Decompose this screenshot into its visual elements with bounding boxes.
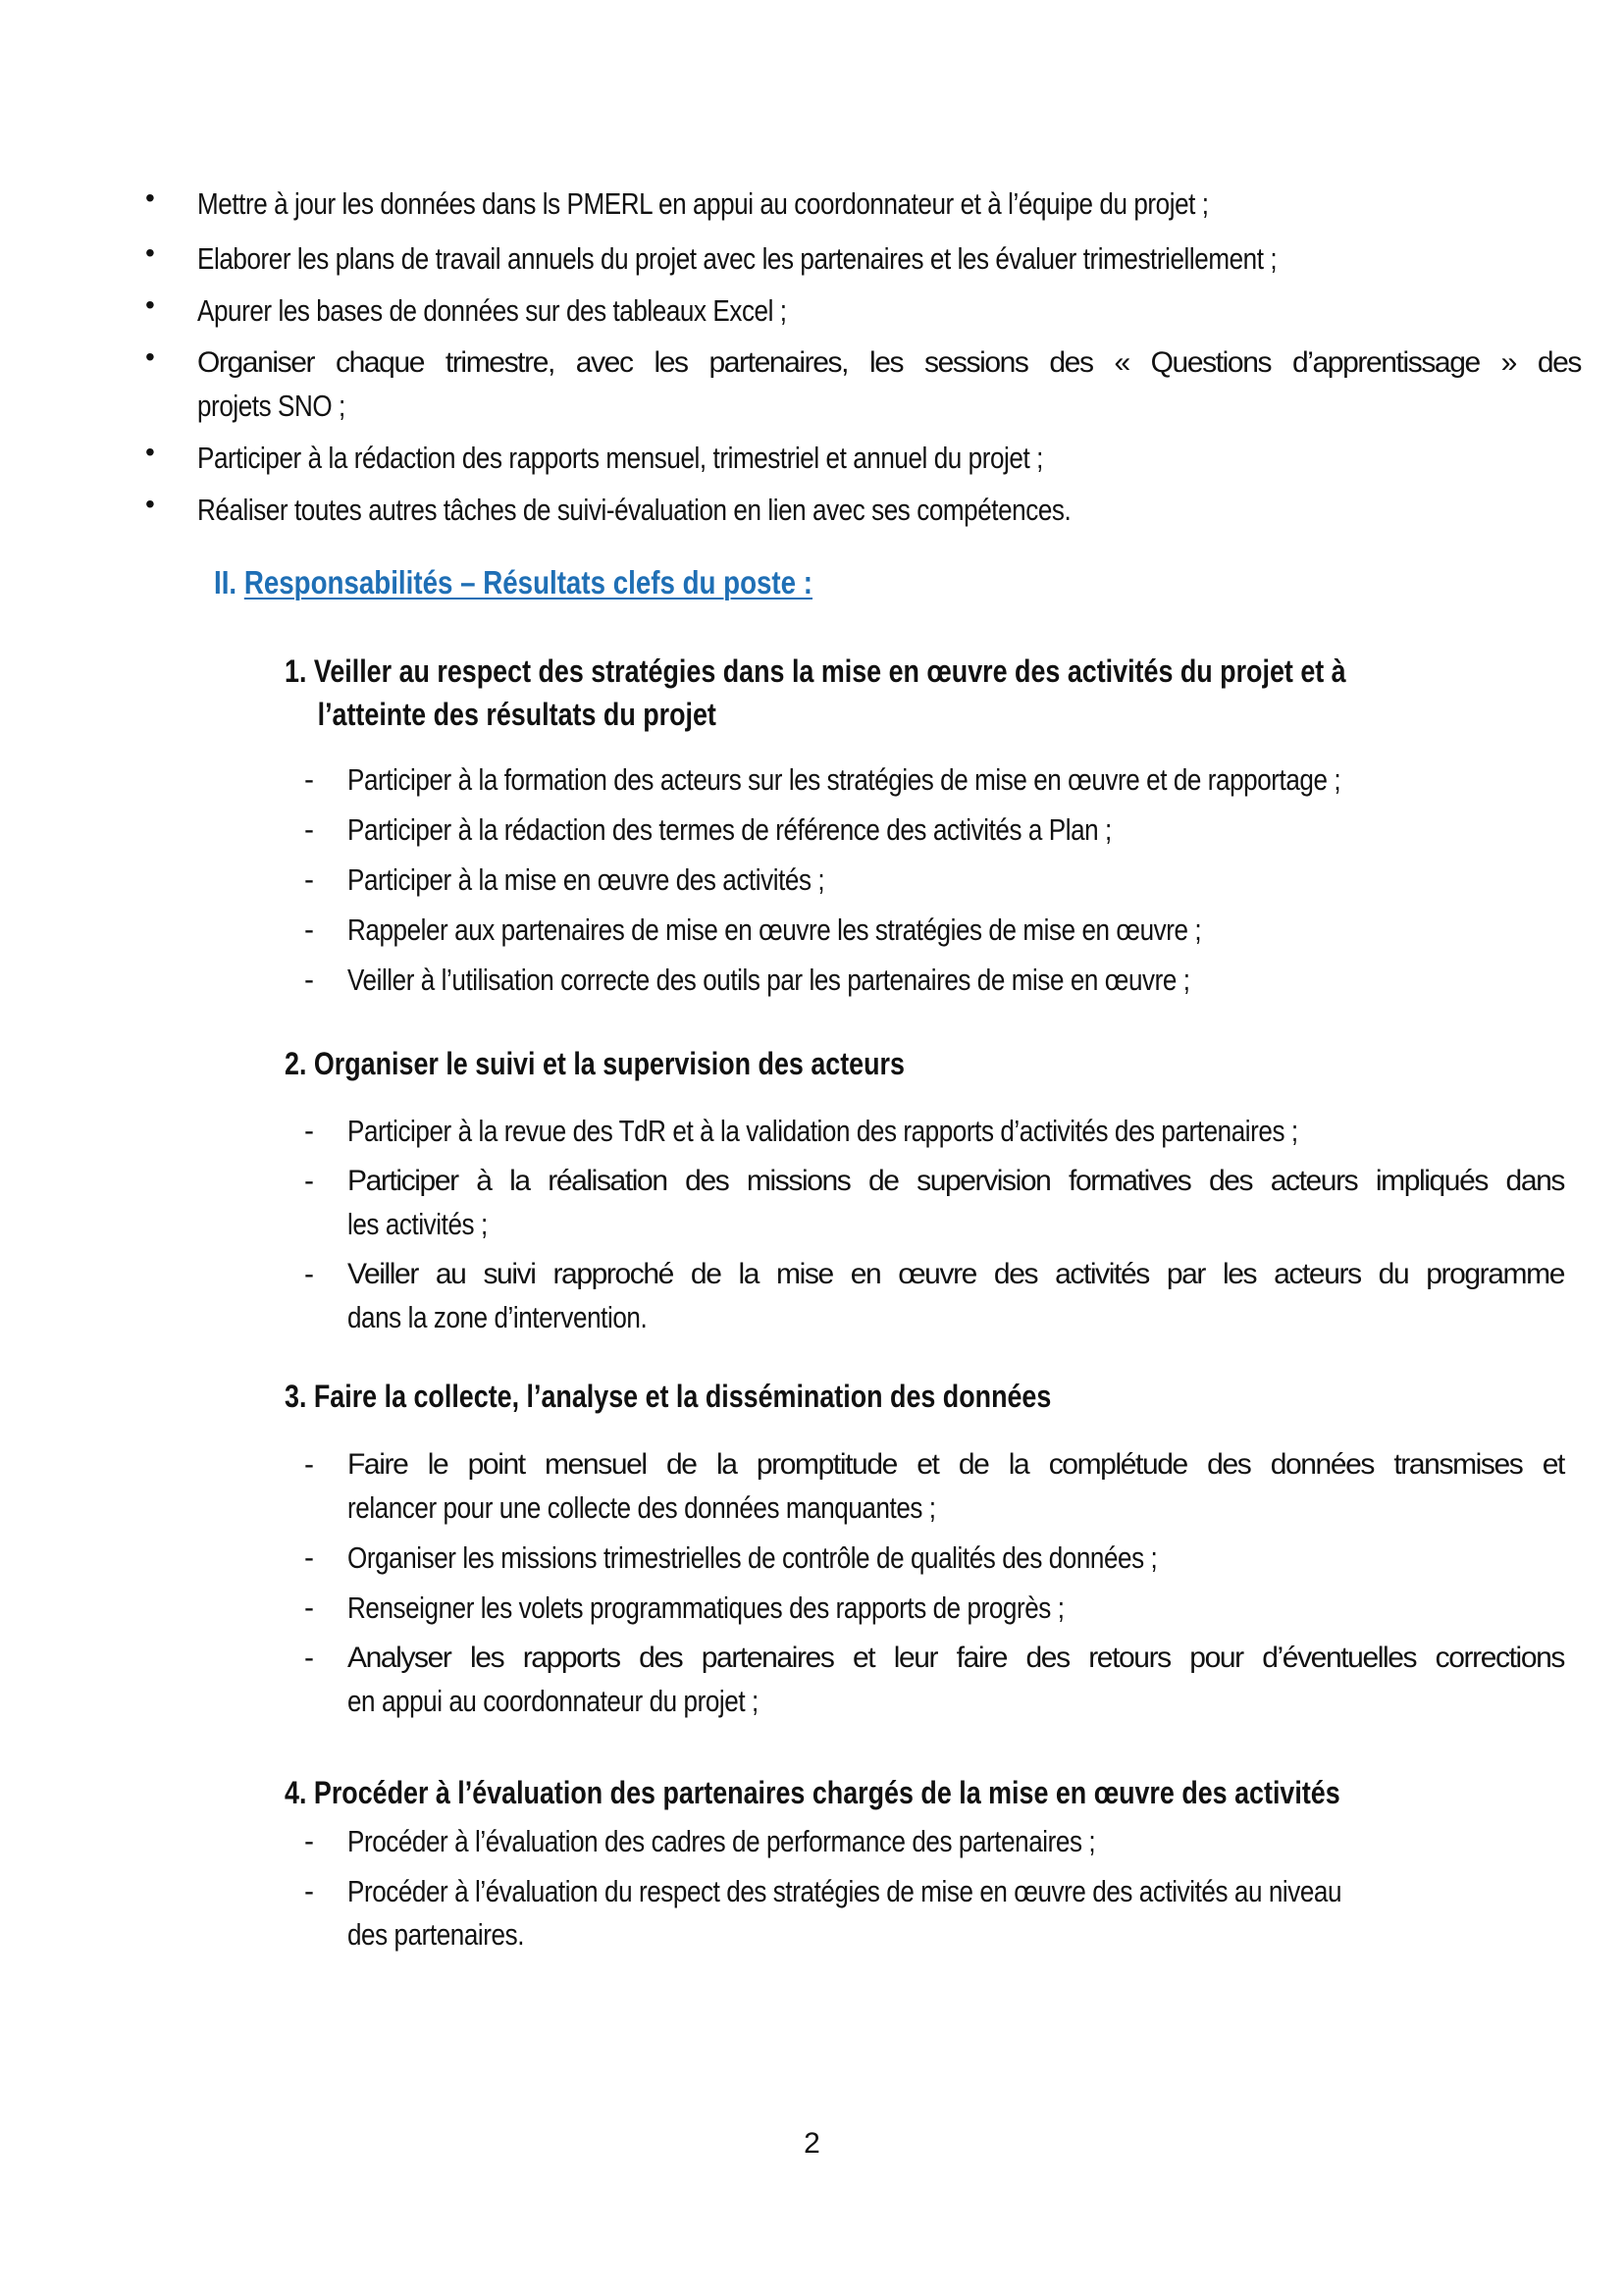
list-item-text: Apurer les bases de données sur des tableaux Excel ; xyxy=(197,293,787,328)
list-item xyxy=(304,1443,1580,1530)
section-title[interactable]: Responsabilités – Résultats clefs du poste : xyxy=(243,564,813,600)
list-item xyxy=(304,1160,1580,1246)
subsection-heading-text: 2. Organiser le suivi et la supervision des acteurs xyxy=(285,1046,905,1081)
list-item xyxy=(304,1637,1580,1723)
dash-icon: - xyxy=(304,863,314,896)
dash-icon: - xyxy=(304,1165,314,1197)
bullet-icon: • xyxy=(145,437,155,467)
list-item-text: Renseigner les volets programmatiques des rapports de progrès ; xyxy=(347,1591,1065,1625)
list-item xyxy=(304,1870,1580,1956)
subsection-heading-text: 1. Veiller au respect des stratégies dans la mise en œuvre des activités du projet et à xyxy=(285,653,1346,689)
subsection-3-list xyxy=(304,1443,1580,1730)
list-item-text: Veiller au suivi rapproché de la mise en œuvre des activités par les acteurs du programme xyxy=(347,1258,1564,1290)
list-item xyxy=(145,489,1578,532)
dash-icon: - xyxy=(304,1875,314,1907)
section-heading xyxy=(214,564,812,601)
list-item-text: Organiser les missions trimestrielles de contrôle de qualités des données ; xyxy=(347,1540,1158,1575)
dash-icon: - xyxy=(304,1642,314,1674)
dash-icon: - xyxy=(304,1115,314,1147)
subsection-heading-text: 3. Faire la collecte, l’analyse et la dissémination des données xyxy=(285,1379,1052,1414)
list-item-text: des partenaires. xyxy=(347,1917,525,1952)
dash-icon: - xyxy=(304,964,314,996)
list-item xyxy=(304,808,1580,852)
dash-icon: - xyxy=(304,913,314,946)
subsection-heading-text: l’atteinte des résultats du projet xyxy=(317,697,716,732)
list-item xyxy=(304,1587,1580,1630)
bullet-icon: • xyxy=(145,237,155,268)
list-item xyxy=(304,859,1580,902)
list-item xyxy=(304,959,1580,1002)
list-item-text: les activités ; xyxy=(347,1207,488,1241)
list-item xyxy=(304,1253,1580,1339)
dash-icon: - xyxy=(304,1825,314,1857)
list-item xyxy=(145,289,1578,333)
subsection-heading-1 xyxy=(285,650,1346,736)
list-item-text: Veiller à l’utilisation correcte des outils par les partenaires de mise en œuvre ; xyxy=(347,963,1190,997)
list-item xyxy=(145,437,1578,480)
list-item-text: Participer à la réalisation des missions de supervision formatives des acteurs impliqués dans xyxy=(347,1165,1564,1197)
bullet-icon: • xyxy=(145,341,155,372)
section-number: II. xyxy=(214,564,237,600)
list-item-text: dans la zone d’intervention. xyxy=(347,1300,648,1334)
bullet-icon: • xyxy=(145,489,155,519)
bullet-icon: • xyxy=(145,183,155,213)
list-item xyxy=(304,909,1580,952)
subsection-heading-3 xyxy=(285,1375,1051,1418)
subsection-heading-2 xyxy=(285,1042,905,1085)
list-item xyxy=(145,237,1578,281)
subsection-4-list xyxy=(304,1820,1580,1963)
bullet-icon: • xyxy=(145,289,155,320)
subsection-heading-text: 4. Procéder à l’évaluation des partenaires chargés de la mise en œuvre des activités xyxy=(285,1775,1340,1810)
dash-icon: - xyxy=(304,1258,314,1290)
list-item-text: Participer à la formation des acteurs sur les stratégies de mise en œuvre et de rapportage ; xyxy=(347,762,1341,797)
list-item-text: Organiser chaque trimestre, avec les partenaires, les sessions des « Questions d’apprentissage » des xyxy=(197,346,1581,379)
list-item-text: Participer à la rédaction des termes de référence des activités a Plan ; xyxy=(347,812,1112,847)
page-number: 2 xyxy=(804,2127,820,2160)
list-item-text: Faire le point mensuel de la promptitude et de la complétude des données transmises et xyxy=(347,1448,1564,1481)
list-item-text: Procéder à l’évaluation des cadres de performance des partenaires ; xyxy=(347,1824,1096,1858)
list-item-text: Participer à la mise en œuvre des activités ; xyxy=(347,862,825,897)
dash-icon: - xyxy=(304,1541,314,1574)
dash-icon: - xyxy=(304,1591,314,1624)
intro-bullet-list xyxy=(145,183,1581,541)
list-item-text: Mettre à jour les données dans ls PMERL en appui au coordonnateur et à l’équipe du projet ; xyxy=(197,186,1209,221)
subsection-1-list xyxy=(304,758,1580,1009)
subsection-2-list xyxy=(304,1110,1580,1346)
list-item-text: Rappeler aux partenaires de mise en œuvre les stratégies de mise en œuvre ; xyxy=(347,913,1202,947)
dash-icon: - xyxy=(304,1448,314,1481)
list-item-text: en appui au coordonnateur du projet ; xyxy=(347,1684,759,1718)
list-item xyxy=(304,758,1580,802)
list-item-text: relancer pour une collecte des données manquantes ; xyxy=(347,1490,936,1525)
list-item xyxy=(304,1820,1580,1863)
list-item-text: Réaliser toutes autres tâches de suivi-évaluation en lien avec ses compétences. xyxy=(197,493,1072,527)
list-item xyxy=(304,1110,1580,1153)
list-item-text: Analyser les rapports des partenaires et leur faire des retours pour d’éventuelles corrections xyxy=(347,1642,1564,1674)
dash-icon: - xyxy=(304,813,314,846)
list-item-text: Elaborer les plans de travail annuels du projet avec les partenaires et les évaluer trimestriellement ; xyxy=(197,241,1278,276)
list-item xyxy=(145,183,1578,226)
list-item xyxy=(145,341,1581,428)
dash-icon: - xyxy=(304,763,314,796)
subsection-heading-4 xyxy=(285,1771,1340,1814)
list-item-text: Participer à la revue des TdR et à la validation des rapports d’activités des partenaires ; xyxy=(347,1114,1298,1148)
list-item-text: Participer à la rédaction des rapports mensuel, trimestriel et annuel du projet ; xyxy=(197,441,1043,475)
list-item-text: Procéder à l’évaluation du respect des stratégies de mise en œuvre des activités au niveau xyxy=(347,1874,1342,1908)
list-item xyxy=(304,1537,1580,1580)
list-item-text: projets SNO ; xyxy=(197,389,345,423)
